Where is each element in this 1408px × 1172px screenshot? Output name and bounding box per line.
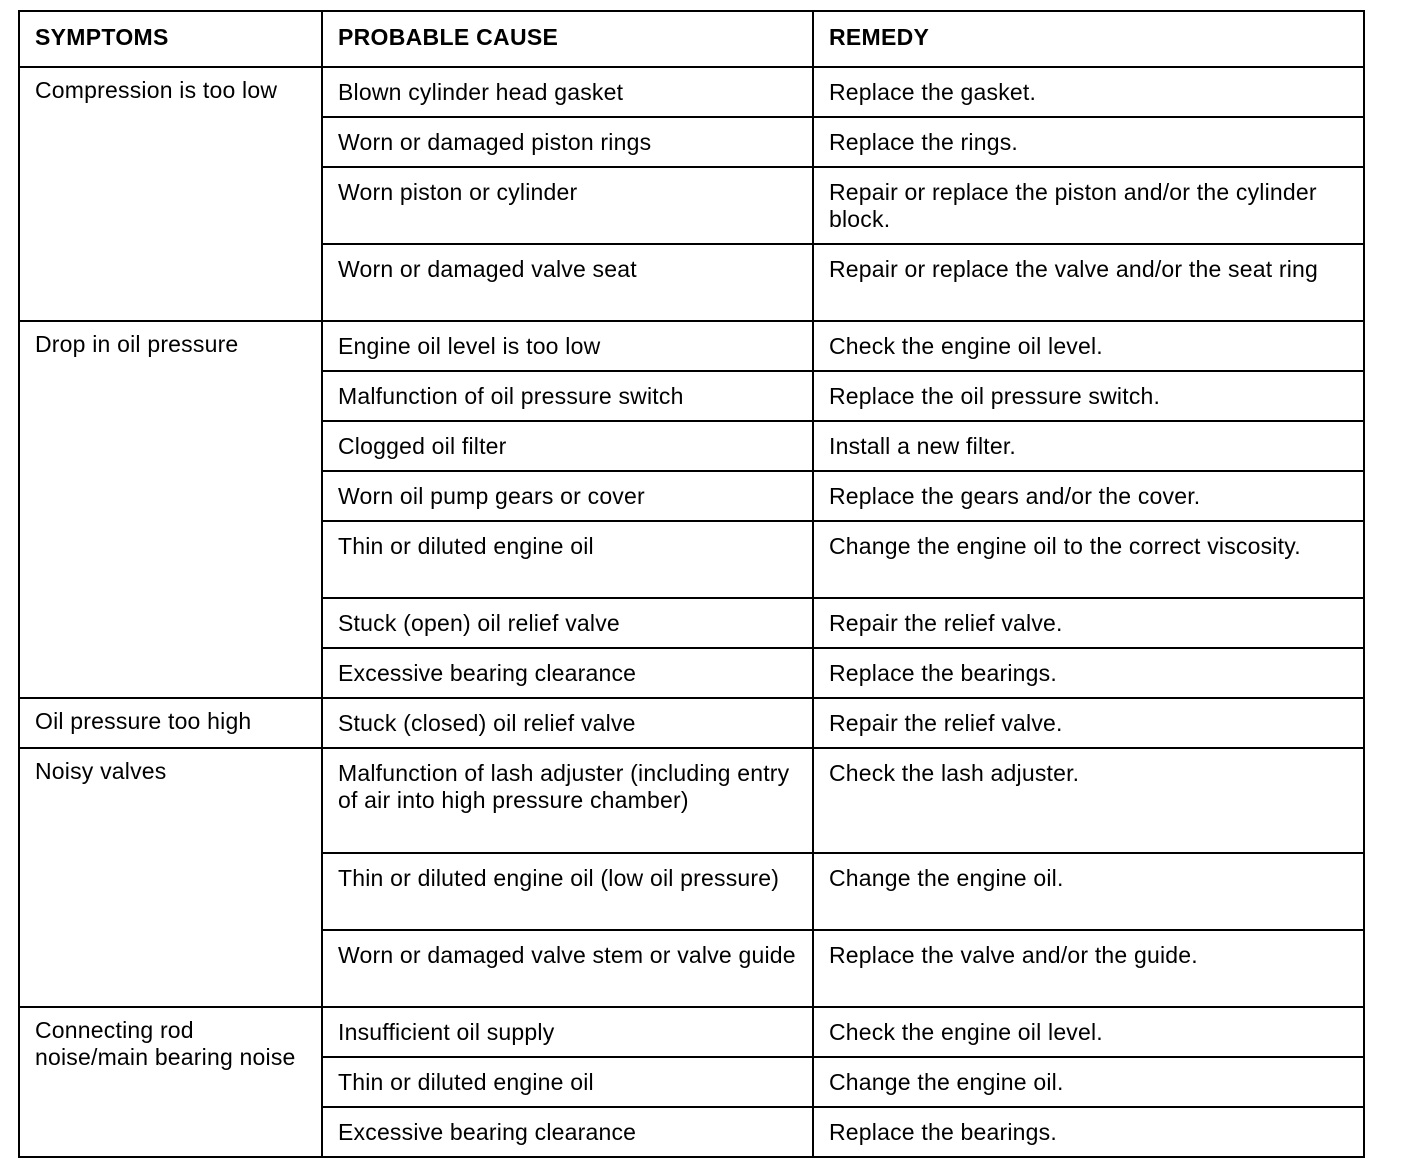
cause-cell: Excessive bearing clearance [322, 648, 813, 698]
table-row [19, 1007, 1364, 1057]
header-symptoms: SYMPTOMS [19, 11, 322, 67]
cause-cell: Thin or diluted engine oil [322, 1057, 813, 1107]
remedy-cell: Replace the gears and/or the cover. [813, 471, 1364, 521]
header-remedy: REMEDY [813, 11, 1364, 67]
cause-cell: Worn or damaged valve seat [322, 244, 813, 321]
table-row [19, 321, 1364, 371]
cause-cell: Thin or diluted engine oil (low oil pressure) [322, 853, 813, 930]
symptom-cell: Drop in oil pressure [19, 321, 322, 698]
symptom-cell: Oil pressure too high [19, 698, 322, 748]
remedy-cell: Check the engine oil level. [813, 321, 1364, 371]
remedy-cell: Replace the bearings. [813, 1107, 1364, 1157]
cause-cell: Engine oil level is too low [322, 321, 813, 371]
cause-cell: Worn oil pump gears or cover [322, 471, 813, 521]
remedy-cell: Change the engine oil to the correct viscosity. [813, 521, 1364, 598]
cause-cell: Malfunction of oil pressure switch [322, 371, 813, 421]
header-row [19, 11, 1364, 67]
remedy-cell: Check the engine oil level. [813, 1007, 1364, 1057]
remedy-cell: Replace the gasket. [813, 67, 1364, 117]
cause-cell: Excessive bearing clearance [322, 1107, 813, 1157]
cause-cell: Clogged oil filter [322, 421, 813, 471]
symptom-cell: Connecting rod noise/main bearing noise [19, 1007, 322, 1157]
cause-cell: Blown cylinder head gasket [322, 67, 813, 117]
troubleshooting-table [18, 10, 1365, 1158]
remedy-cell: Check the lash adjuster. [813, 748, 1364, 853]
table-row [19, 698, 1364, 748]
remedy-cell: Replace the rings. [813, 117, 1364, 167]
cause-cell: Insufficient oil supply [322, 1007, 813, 1057]
table-row [19, 67, 1364, 117]
header-probable-cause: PROBABLE CAUSE [322, 11, 813, 67]
remedy-cell: Repair or replace the valve and/or the seat ring [813, 244, 1364, 321]
cause-cell: Stuck (open) oil relief valve [322, 598, 813, 648]
remedy-cell: Replace the valve and/or the guide. [813, 930, 1364, 1007]
cause-cell: Thin or diluted engine oil [322, 521, 813, 598]
remedy-cell: Install a new filter. [813, 421, 1364, 471]
remedy-cell: Replace the bearings. [813, 648, 1364, 698]
cause-cell: Worn or damaged piston rings [322, 117, 813, 167]
table-row [19, 748, 1364, 853]
symptom-cell: Noisy valves [19, 748, 322, 1007]
table-body [19, 67, 1364, 1157]
cause-cell: Worn piston or cylinder [322, 167, 813, 244]
remedy-cell: Repair the relief valve. [813, 598, 1364, 648]
cause-cell: Malfunction of lash adjuster (including entry of air into high pressure chamber) [322, 748, 813, 853]
cause-cell: Worn or damaged valve stem or valve guide [322, 930, 813, 1007]
cause-cell: Stuck (closed) oil relief valve [322, 698, 813, 748]
remedy-cell: Repair the relief valve. [813, 698, 1364, 748]
remedy-cell: Replace the oil pressure switch. [813, 371, 1364, 421]
remedy-cell: Change the engine oil. [813, 1057, 1364, 1107]
remedy-cell: Repair or replace the piston and/or the cylinder block. [813, 167, 1364, 244]
table-header [19, 11, 1364, 67]
symptom-cell: Compression is too low [19, 67, 322, 321]
remedy-cell: Change the engine oil. [813, 853, 1364, 930]
